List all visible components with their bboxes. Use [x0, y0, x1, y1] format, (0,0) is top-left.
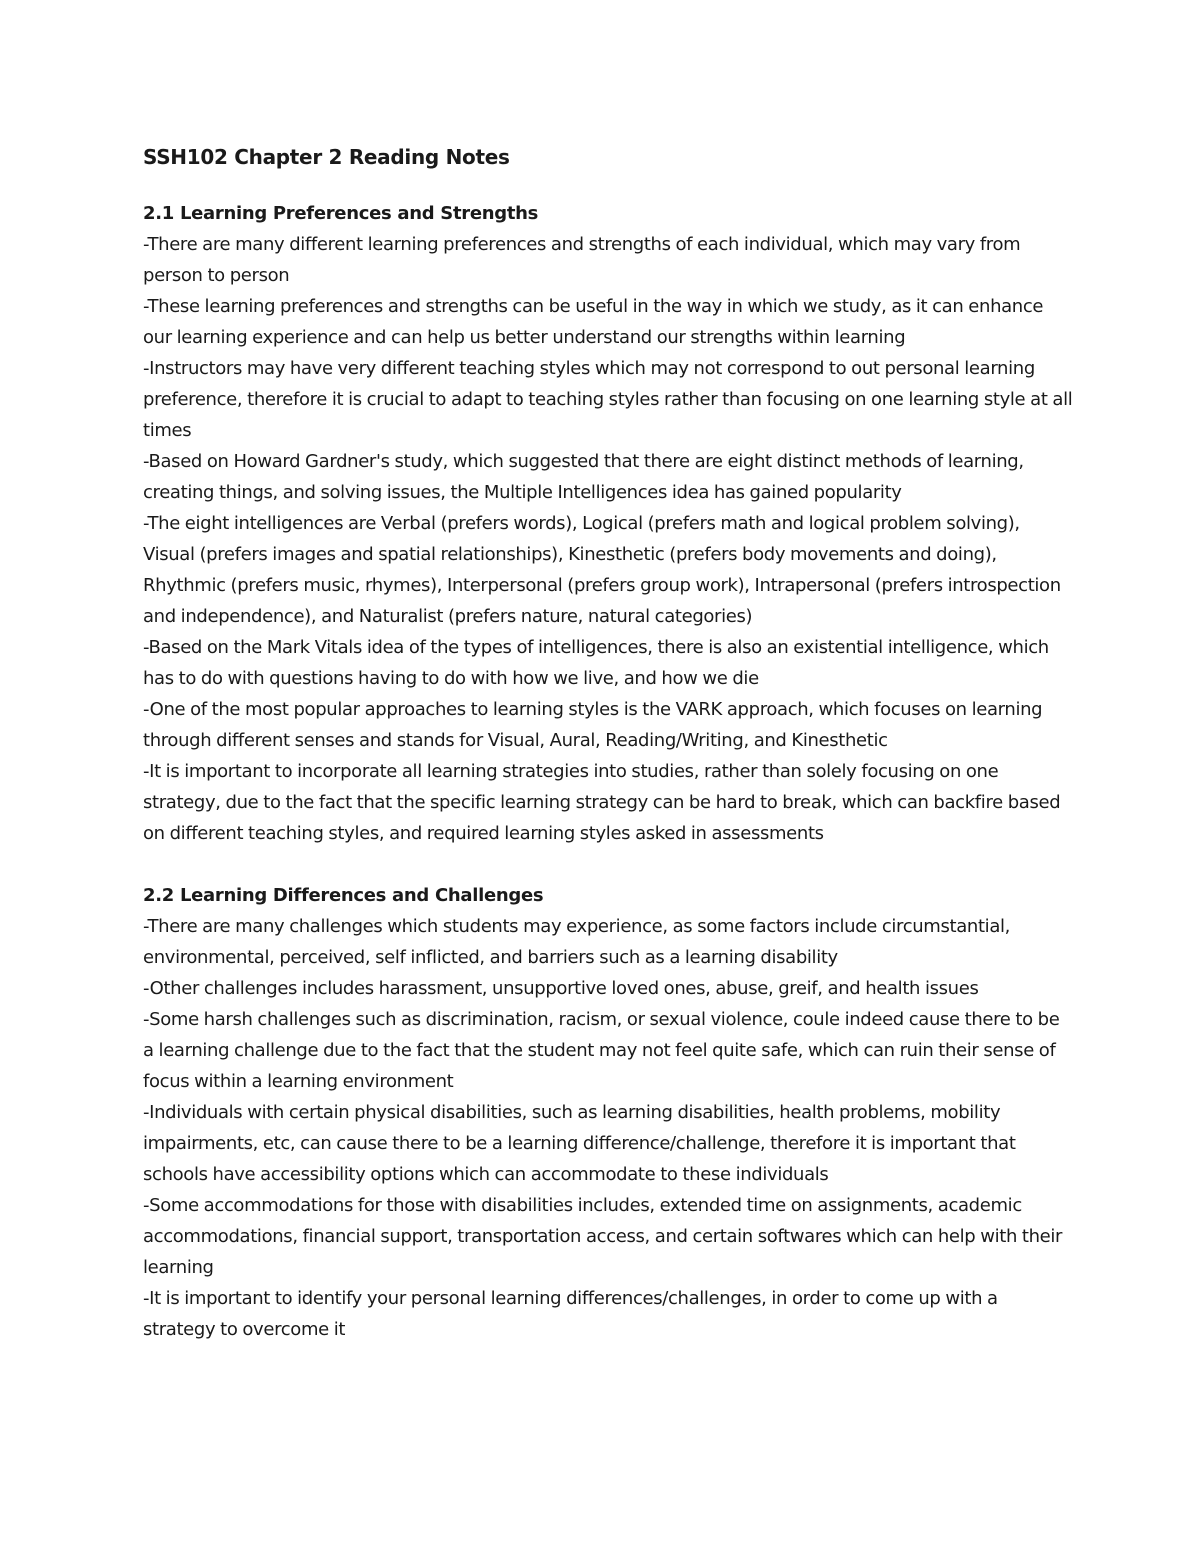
note-item: -The eight intelligences are Verbal (prefers words), Logical (prefers math and logical problem solving), Visual (prefers images and spatial relationships), Kinesthetic (prefers body movements and doing), Rhythmic (prefers music, rhymes), Interpersonal (prefers group work), Intrapersonal (prefers introspection and independence), and Naturalist (prefers nature, natural categories)	[143, 513, 1061, 627]
document-page	[143, 139, 1073, 1376]
note-item: -There are many challenges which students may experience, as some factors include circumstantial, environmental, perceived, self inflicted, and barriers such as a learning disability	[143, 916, 1011, 968]
note-item: -Individuals with certain physical disabilities, such as learning disabilities, health problems, mobility impairments, etc, can cause there to be a learning difference/challenge, therefore it is important that schools have accessibility options which can accommodate to these individuals	[143, 1102, 1016, 1185]
section-heading: 2.1 Learning Preferences and Strengths	[143, 203, 539, 224]
note-item: -These learning preferences and strengths can be useful in the way in which we study, as it can enhance our learning experience and can help us better understand our strengths within learning	[143, 296, 1044, 348]
note-item: -Other challenges includes harassment, unsupportive loved ones, abuse, greif, and health issues	[143, 978, 979, 999]
section-learning-preferences	[143, 198, 1073, 849]
note-item: -There are many different learning preferences and strengths of each individual, which may vary from person to person	[143, 234, 1021, 286]
note-item: -Based on Howard Gardner's study, which suggested that there are eight distinct methods of learning, creating things, and solving issues, the Multiple Intelligences idea has gained popularity	[143, 451, 1024, 503]
section-heading: 2.2 Learning Differences and Challenges	[143, 885, 544, 906]
note-item: -Instructors may have very different teaching styles which may not correspond to out personal learning preference, therefore it is crucial to adapt to teaching styles rather than focusing on one learning style at all times	[143, 358, 1073, 441]
note-item: -One of the most popular approaches to learning styles is the VARK approach, which focuses on learning through different senses and stands for Visual, Aural, Reading/Writing, and Kinesthetic	[143, 699, 1043, 751]
note-item: -Some accommodations for those with disabilities includes, extended time on assignments, academic accommodations, financial support, transportation access, and certain softwares which can help with their learning	[143, 1195, 1063, 1278]
document-title: SSH102 Chapter 2 Reading Notes	[143, 145, 510, 169]
note-item: -It is important to incorporate all learning strategies into studies, rather than solely focusing on one strategy, due to the fact that the specific learning strategy can be hard to break, which can backfire based on different teaching styles, and required learning styles asked in assessments	[143, 761, 1061, 844]
note-item: -It is important to identify your personal learning differences/challenges, in order to come up with a strategy to overcome it	[143, 1288, 998, 1340]
section-learning-differences	[143, 880, 1073, 1345]
note-item: -Some harsh challenges such as discrimination, racism, or sexual violence, coule indeed cause there to be a learning challenge due to the fact that the student may not feel quite safe, which can ruin their sense of focus within a learning environment	[143, 1009, 1060, 1092]
note-item: -Based on the Mark Vitals idea of the types of intelligences, there is also an existential intelligence, which has to do with questions having to do with how we live, and how we die	[143, 637, 1049, 689]
